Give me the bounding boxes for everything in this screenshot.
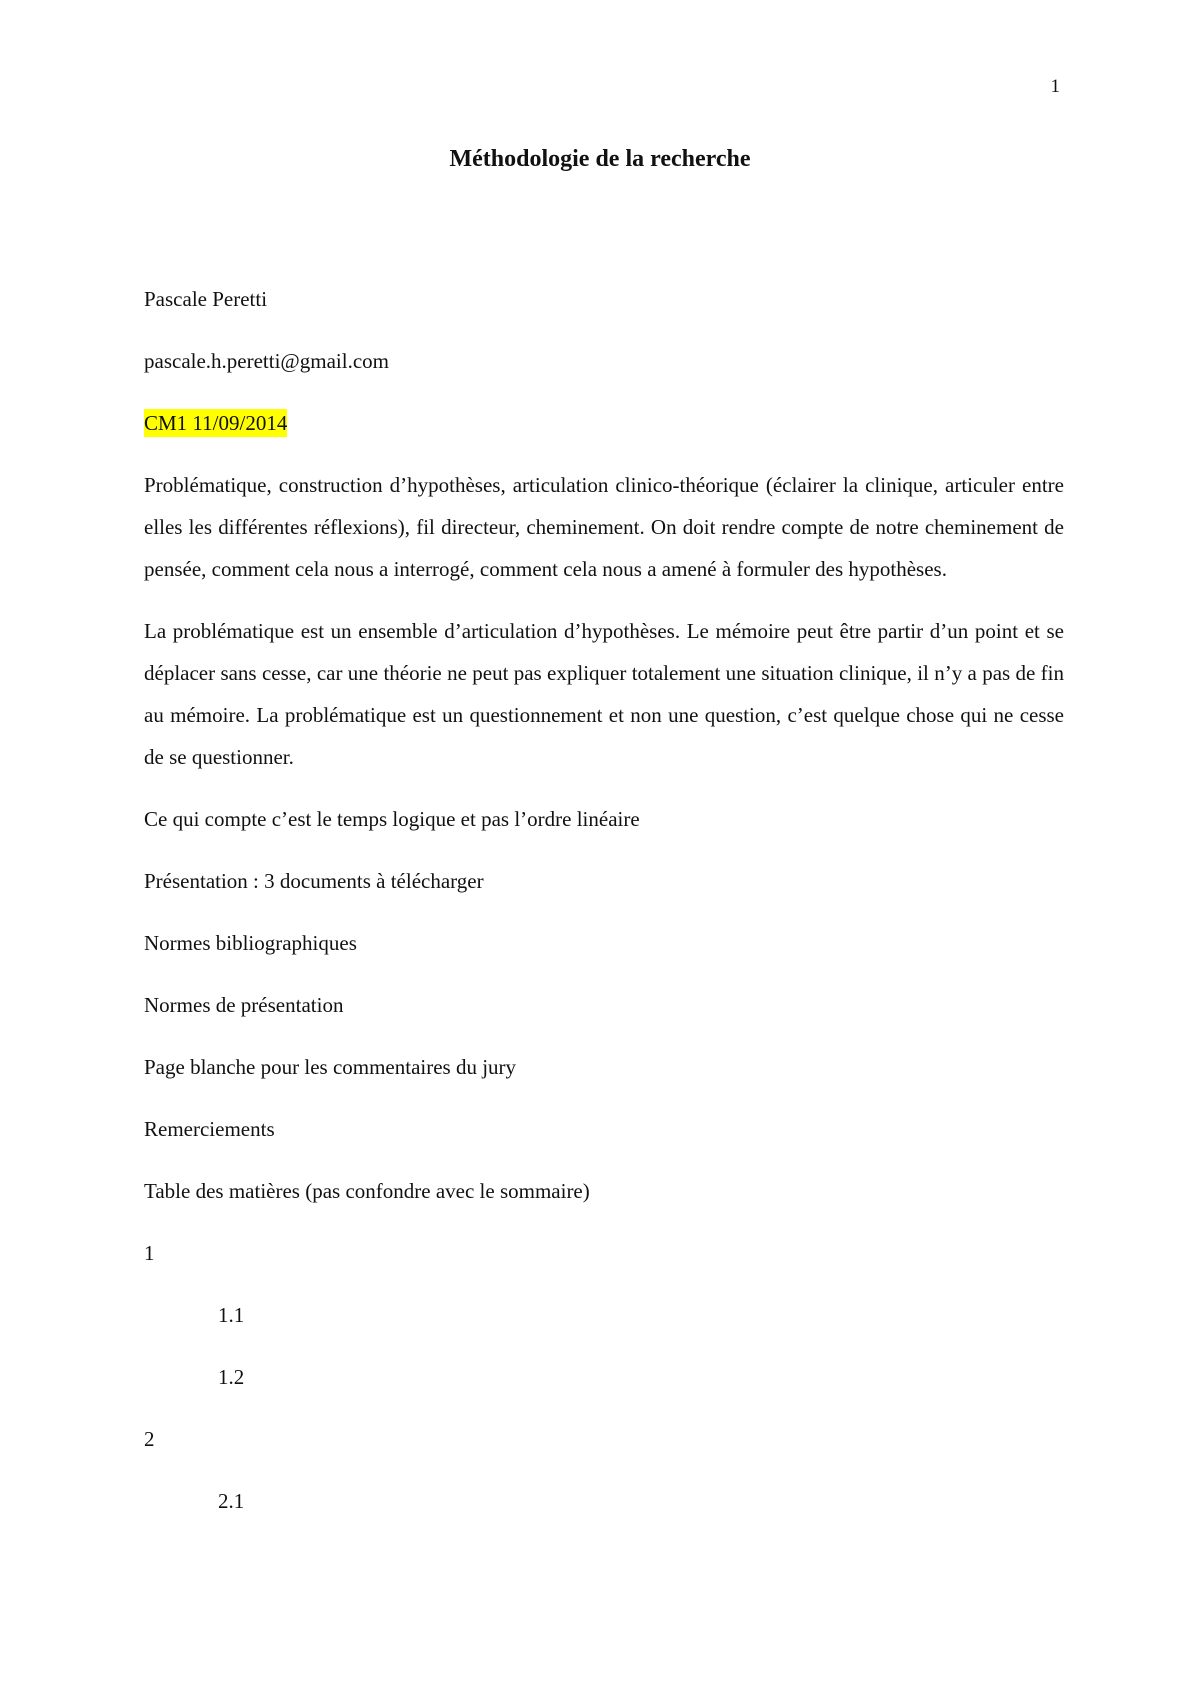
text-line: Page blanche pour les commentaires du jury xyxy=(144,1055,517,1079)
author-email: pascale.h.peretti@gmail.com xyxy=(144,349,389,373)
text-line: Ce qui compte c’est le temps logique et pas l’ordre linéaire xyxy=(144,807,640,831)
paragraph-problematique: Problématique, construction d’hypothèses, articulation clinico-théorique (éclairer la clinique, articuler entre elles les différentes réflexions), fil directeur, cheminement. On doit rendre compte de notre cheminement de pensée, comment cela nous a interrogé, comment cela nous a amené à formuler des hypothèses. xyxy=(144,473,1064,581)
toc-subitem: 1.1 xyxy=(218,1303,245,1327)
paragraph-definition: La problématique est un ensemble d’articulation d’hypothèses. Le mémoire peut être partir d’un point et se déplacer sans cesse, car une théorie ne peut pas expliquer totalement une situation clinique, il n’y a pas de fin au mémoire. La problématique est un questionnement et non une question, c’est quelque chose qui ne cesse de se questionner. xyxy=(144,619,1064,769)
session-highlight: CM1 11/09/2014 xyxy=(144,411,288,435)
text-line: Normes de présentation xyxy=(144,993,344,1017)
page-title: Méthodologie de la recherche xyxy=(449,146,751,172)
page-number: 1 xyxy=(1050,76,1060,97)
document-body xyxy=(144,278,1064,1542)
toc-item: 1 xyxy=(144,1241,155,1265)
author-name: Pascale Peretti xyxy=(144,287,268,311)
text-line: Présentation : 3 documents à télécharger xyxy=(144,869,484,893)
toc-subitem: 1.2 xyxy=(218,1365,245,1389)
text-line: Remerciements xyxy=(144,1117,275,1141)
session-line xyxy=(144,402,1064,444)
text-line: Normes bibliographiques xyxy=(144,931,357,955)
toc-subitem: 2.1 xyxy=(218,1489,245,1513)
text-line: Table des matières (pas confondre avec le sommaire) xyxy=(144,1179,590,1203)
toc-item: 2 xyxy=(144,1427,155,1451)
